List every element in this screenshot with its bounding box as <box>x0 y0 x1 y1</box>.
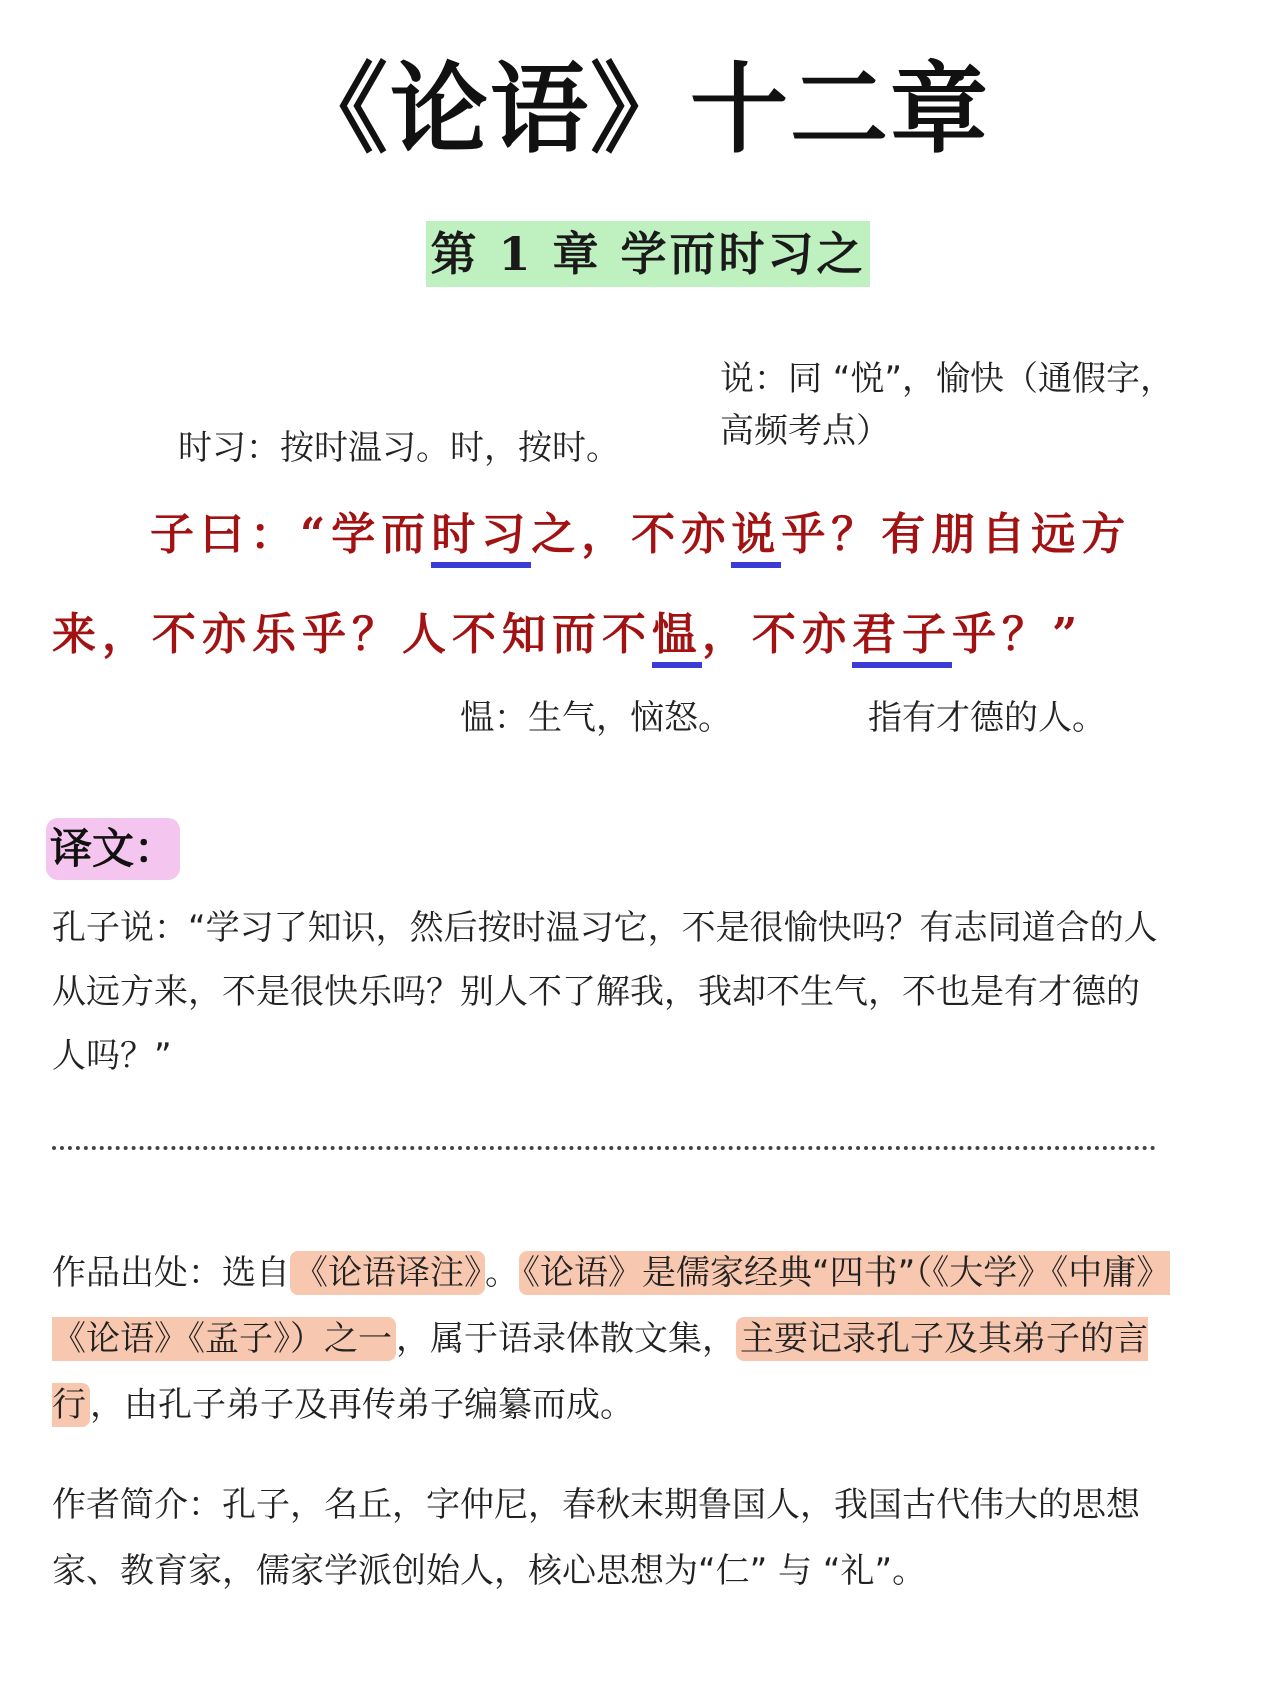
note-yun: 愠：生气，恼怒。 <box>460 698 732 738</box>
underlined-term-yue: 说 <box>731 509 781 568</box>
note-yue: 说：同 “悦”，愉快（通假字，高频考点） <box>720 359 1175 451</box>
classic-text-line-1 <box>150 500 1131 570</box>
author-paragraph: 作者简介：孔子，名丘，字仲尼，春秋末期鲁国人，我国古代伟大的思想家、教育家，儒家学派创始人，核心思想为“仁” 与 “礼”。 <box>52 1485 1140 1591</box>
translation-label: 译文： <box>46 818 180 880</box>
highlight-four-books: 《论语》是儒家经典“四书”（《大学》《中庸》《论语》《孟子》）之一 <box>52 1253 1171 1359</box>
translation-text: 孔子说：“学习了知识，然后按时温习它，不是很愉快吗？有志同道合的人从远方来，不是很快乐吗？别人不了解我，我却不生气，不也是有才德的人吗？” <box>52 908 1158 1076</box>
classic-segment: 乎？” <box>952 609 1084 660</box>
source-text: ，属于语录体散文集， <box>396 1319 736 1359</box>
dotted-divider <box>52 1146 1156 1150</box>
classic-text-line-2 <box>52 600 1083 670</box>
note-junzi: 指有才德的人。 <box>868 698 1106 738</box>
chapter-title: 第 1 章 学而时习之 <box>426 221 870 287</box>
classic-segment: 之，不亦 <box>531 509 732 560</box>
classic-segment: 来，不亦乐乎？人不知而不 <box>52 609 652 660</box>
highlight-book-title: 《论语译注》 <box>290 1251 485 1295</box>
source-text: 。 <box>485 1253 519 1293</box>
note-shixi: 时习：按时温习。时，按时。 <box>178 428 620 468</box>
source-prefix: 作品出处：选自 <box>52 1253 290 1293</box>
underlined-term-yun: 愠 <box>652 609 702 668</box>
classic-segment: 子曰：“学而 <box>150 509 432 560</box>
highlight-main-content: 主要记录孔子及其弟子的言行 <box>52 1319 1148 1425</box>
source-paragraph <box>52 1240 1172 1438</box>
underlined-term-junzi: 君子 <box>852 609 952 668</box>
source-suffix: ，由孔子弟子及再传弟子编纂而成。 <box>90 1385 634 1425</box>
classic-segment: 乎？有朋自远方 <box>781 509 1132 560</box>
underlined-term-shixi: 时习 <box>431 509 531 568</box>
page-title: 《论语》十二章 <box>289 53 990 167</box>
classic-segment: ，不亦 <box>702 609 852 660</box>
